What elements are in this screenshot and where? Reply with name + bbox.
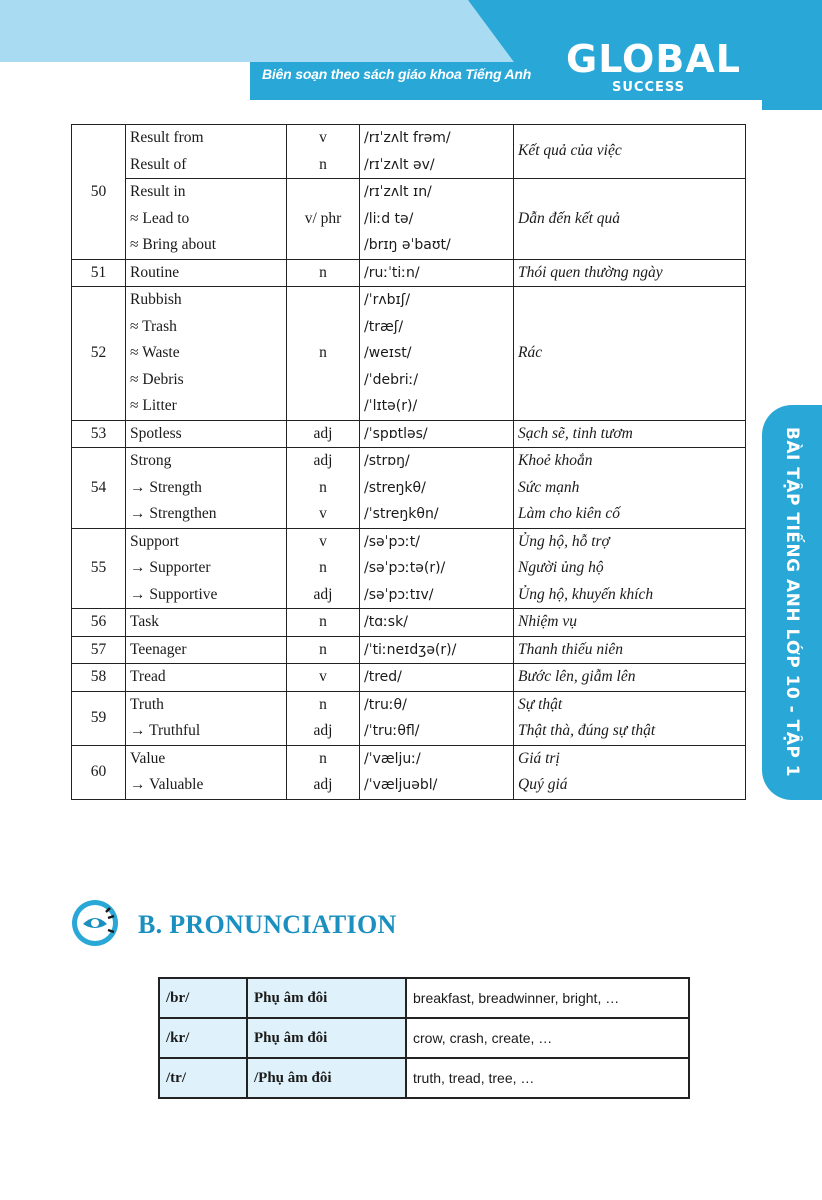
word-cell-line: ≈ Bring about — [130, 236, 216, 253]
part-of-speech-cell-line: n — [319, 344, 327, 361]
word-cell-line: → Supportive — [130, 585, 218, 603]
meaning-cell — [514, 664, 746, 692]
examples-cell: truth, tread, tree, … — [406, 1058, 689, 1098]
entry-number: 54 — [72, 448, 126, 529]
meaning-cell-line: Sự thật — [518, 695, 563, 713]
ipa-cell-line: /ˈstreŋkθn/ — [364, 506, 439, 522]
part-of-speech-cell — [287, 528, 360, 609]
table-row — [72, 420, 746, 448]
table-row — [72, 691, 746, 745]
table-row — [72, 609, 746, 637]
word-cell-line: Support — [130, 532, 180, 550]
part-of-speech-cell-line: n — [319, 640, 327, 658]
ipa-cell-line: /səˈpɔːtə(r)/ — [364, 560, 446, 576]
meaning-cell-line: Người ủng hộ — [518, 559, 604, 576]
ipa-cell — [360, 420, 514, 448]
meaning-cell-line: Nhiệm vụ — [518, 613, 577, 630]
entry-number: 57 — [72, 636, 126, 664]
word-cell — [126, 125, 287, 179]
word-cell — [126, 664, 287, 692]
table-row — [72, 636, 746, 664]
sound-cell: /br/ — [159, 978, 247, 1018]
part-of-speech-cell-line: n — [319, 695, 327, 713]
entry-number: 60 — [72, 745, 126, 799]
entry-number: 59 — [72, 691, 126, 745]
meaning-cell — [514, 420, 746, 448]
ipa-cell-line: /rɪˈzʌlt ɪn/ — [364, 184, 432, 200]
word-cell-line: → Supporter — [130, 559, 211, 576]
word-cell — [126, 448, 287, 529]
success-logo-text: SUCCESS — [612, 80, 686, 95]
part-of-speech-cell — [287, 179, 360, 260]
meaning-cell-line: Thói quen thường ngày — [518, 263, 663, 281]
part-of-speech-cell — [287, 448, 360, 529]
part-of-speech-cell-line: n — [319, 478, 327, 496]
word-cell-line: Result in — [130, 183, 186, 200]
meaning-cell — [514, 259, 746, 287]
ipa-cell — [360, 664, 514, 692]
part-of-speech-cell-line: n — [319, 613, 327, 630]
word-cell-line: → Truthful — [130, 722, 201, 739]
word-cell — [126, 745, 287, 799]
word-cell — [126, 609, 287, 637]
entry-number: 51 — [72, 259, 126, 287]
word-cell-line: Tread — [130, 668, 166, 685]
word-cell-line: Routine — [130, 263, 180, 281]
part-of-speech-cell-line: adj — [313, 424, 333, 442]
part-of-speech-cell-line: v — [319, 129, 327, 146]
meaning-cell-line: Làm cho kiên cố — [518, 505, 621, 522]
page-number: 9 — [766, 116, 774, 131]
meaning-cell-line: Giá trị — [518, 749, 560, 767]
word-cell-line: ≈ Waste — [130, 344, 180, 361]
word-cell — [126, 636, 287, 664]
ipa-cell-line: /strɒŋ/ — [364, 453, 410, 469]
meaning-cell — [514, 636, 746, 664]
ipa-cell-line: /tred/ — [364, 669, 402, 685]
part-of-speech-cell — [287, 125, 360, 179]
type-cell: Phụ âm đôi — [247, 1018, 406, 1058]
meaning-cell — [514, 745, 746, 799]
part-of-speech-cell-line: n — [319, 749, 327, 767]
ipa-cell-line: /streŋkθ/ — [364, 479, 426, 496]
part-of-speech-cell-line: adj — [313, 776, 333, 793]
word-cell-line: Rubbish — [130, 291, 182, 308]
word-cell-line: ≈ Litter — [130, 397, 177, 414]
meaning-cell — [514, 179, 746, 260]
word-cell — [126, 528, 287, 609]
word-cell — [126, 259, 287, 287]
ipa-cell-line: /rɪˈzʌlt əv/ — [364, 156, 435, 173]
table-row — [159, 978, 689, 1018]
ipa-cell-line: /ˈvæljuəbl/ — [364, 777, 438, 793]
part-of-speech-cell-line: adj — [313, 722, 333, 739]
word-cell-line: Value — [130, 749, 166, 767]
word-cell-line: Result of — [130, 155, 187, 173]
word-cell — [126, 179, 287, 260]
word-cell-line: ≈ Debris — [130, 370, 184, 388]
meaning-cell — [514, 125, 746, 179]
ipa-cell-line: /ˈspɒtləs/ — [364, 425, 428, 442]
part-of-speech-cell-line: v — [319, 532, 327, 550]
ipa-cell — [360, 287, 514, 421]
type-cell: /Phụ âm đôi — [247, 1058, 406, 1098]
side-tab-label: BÀI TẬP TIẾNG ANH LỚP 10 - TẬP 1 — [782, 426, 802, 778]
meaning-cell-line: Bước lên, giẫm lên — [518, 668, 636, 685]
part-of-speech-cell-line: n — [319, 559, 327, 576]
meaning-cell-line: Dẫn đến kết quả — [518, 209, 621, 227]
examples-cell: breakfast, breadwinner, bright, … — [406, 978, 689, 1018]
ipa-cell-line: /tɑːsk/ — [364, 614, 408, 630]
pronunciation-table — [158, 977, 690, 1099]
ipa-cell-line: /liːd tə/ — [364, 210, 414, 227]
meaning-cell-line: Khoẻ khoắn — [518, 452, 593, 469]
global-logo: GLOBAL — [566, 37, 741, 81]
ipa-cell-line: /səˈpɔːtɪv/ — [364, 586, 434, 603]
ipa-cell — [360, 448, 514, 529]
ipa-cell — [360, 179, 514, 260]
word-cell-line: → Strength — [130, 478, 202, 496]
entry-number: 58 — [72, 664, 126, 692]
part-of-speech-cell — [287, 287, 360, 421]
meaning-cell-line: Quý giá — [518, 776, 568, 793]
word-cell-line: Result from — [130, 129, 204, 146]
meaning-cell — [514, 448, 746, 529]
part-of-speech-cell — [287, 745, 360, 799]
table-row — [72, 528, 746, 609]
word-cell-line: → Strengthen — [130, 505, 217, 522]
ipa-cell-line: /səˈpɔːt/ — [364, 533, 420, 550]
ipa-cell-line: /weɪst/ — [364, 345, 412, 361]
ipa-cell — [360, 609, 514, 637]
ipa-cell — [360, 528, 514, 609]
word-cell-line: Truth — [130, 695, 164, 713]
ipa-cell-line: /rɪˈzʌlt frəm/ — [364, 130, 451, 146]
entry-number: 53 — [72, 420, 126, 448]
ipa-cell-line: /ˈlɪtə(r)/ — [364, 398, 418, 414]
table-row — [72, 287, 746, 421]
vocabulary-table — [71, 124, 746, 800]
meaning-cell-line: Kết quả của việc — [518, 142, 622, 160]
ipa-cell — [360, 745, 514, 799]
ipa-cell-line: /ˈvæljuː/ — [364, 750, 421, 767]
part-of-speech-cell — [287, 664, 360, 692]
meaning-cell-line: Thanh thiếu niên — [518, 640, 624, 658]
table-row — [72, 448, 746, 529]
part-of-speech-cell — [287, 259, 360, 287]
ipa-cell-line: /truːθ/ — [364, 696, 407, 713]
word-cell — [126, 287, 287, 421]
part-of-speech-cell — [287, 609, 360, 637]
meaning-cell-line: Ủng hộ, khuyến khích — [518, 585, 654, 603]
ipa-cell-line: /ˈtiːneɪdʒə(r)/ — [364, 641, 457, 658]
meaning-cell — [514, 287, 746, 421]
word-cell-line: ≈ Trash — [130, 317, 177, 335]
part-of-speech-cell — [287, 420, 360, 448]
word-cell-line: → Valuable — [130, 776, 204, 793]
meaning-cell-line: Sức mạnh — [518, 478, 580, 496]
part-of-speech-cell-line: n — [319, 155, 327, 173]
word-cell — [126, 691, 287, 745]
entry-number: 55 — [72, 528, 126, 609]
entry-number: 52 — [72, 287, 126, 421]
ipa-cell-line: /træʃ/ — [364, 318, 404, 335]
word-cell — [126, 420, 287, 448]
meaning-cell — [514, 691, 746, 745]
ipa-cell-line: /ˈrʌbɪʃ/ — [364, 292, 411, 308]
table-row — [72, 125, 746, 179]
part-of-speech-cell-line: n — [319, 263, 327, 281]
part-of-speech-cell-line: v — [319, 668, 327, 685]
meaning-cell — [514, 528, 746, 609]
table-row — [72, 745, 746, 799]
ipa-cell-line: /ˈtruːθfl/ — [364, 723, 420, 739]
meaning-cell-line: Thật thà, đúng sự thật — [518, 722, 656, 739]
table-row — [159, 1018, 689, 1058]
header-subtitle: Biên soạn theo sách giáo khoa Tiếng Anh — [262, 66, 532, 82]
word-cell-line: ≈ Lead to — [130, 209, 190, 227]
meaning-cell — [514, 609, 746, 637]
part-of-speech-cell — [287, 636, 360, 664]
table-row — [159, 1058, 689, 1098]
table-row — [72, 179, 746, 260]
sound-cell: /kr/ — [159, 1018, 247, 1058]
type-cell: Phụ âm đôi — [247, 978, 406, 1018]
table-row — [72, 664, 746, 692]
part-of-speech-cell-line: adj — [313, 585, 333, 603]
ipa-cell-line: /brɪŋ əˈbaʊt/ — [364, 237, 451, 253]
entry-number: 56 — [72, 609, 126, 637]
meaning-cell-line: Rác — [518, 344, 543, 361]
sound-cell: /tr/ — [159, 1058, 247, 1098]
ipa-cell — [360, 259, 514, 287]
section-heading: B. PRONUNCIATION — [138, 910, 397, 939]
ipa-cell-line: /ruːˈtiːn/ — [364, 264, 420, 281]
ipa-cell-line: /ˈdebriː/ — [364, 371, 419, 388]
ipa-cell — [360, 691, 514, 745]
meaning-cell-line: Ủng hộ, hỗ trợ — [518, 532, 610, 550]
part-of-speech-cell-line: v/ phr — [304, 209, 342, 227]
ipa-cell — [360, 125, 514, 179]
word-cell-line: Teenager — [130, 640, 187, 658]
word-cell-line: Strong — [130, 452, 172, 469]
meaning-cell-line: Sạch sẽ, tinh tươm — [518, 424, 633, 442]
word-cell-line: Spotless — [130, 424, 182, 442]
word-cell-line: Task — [130, 613, 160, 630]
part-of-speech-cell-line: adj — [313, 452, 333, 469]
examples-cell: crow, crash, create, … — [406, 1018, 689, 1058]
table-row — [72, 259, 746, 287]
ipa-cell — [360, 636, 514, 664]
entry-number: 50 — [72, 125, 126, 260]
part-of-speech-cell — [287, 691, 360, 745]
part-of-speech-cell-line: v — [319, 505, 327, 522]
ear-icon — [70, 898, 120, 948]
